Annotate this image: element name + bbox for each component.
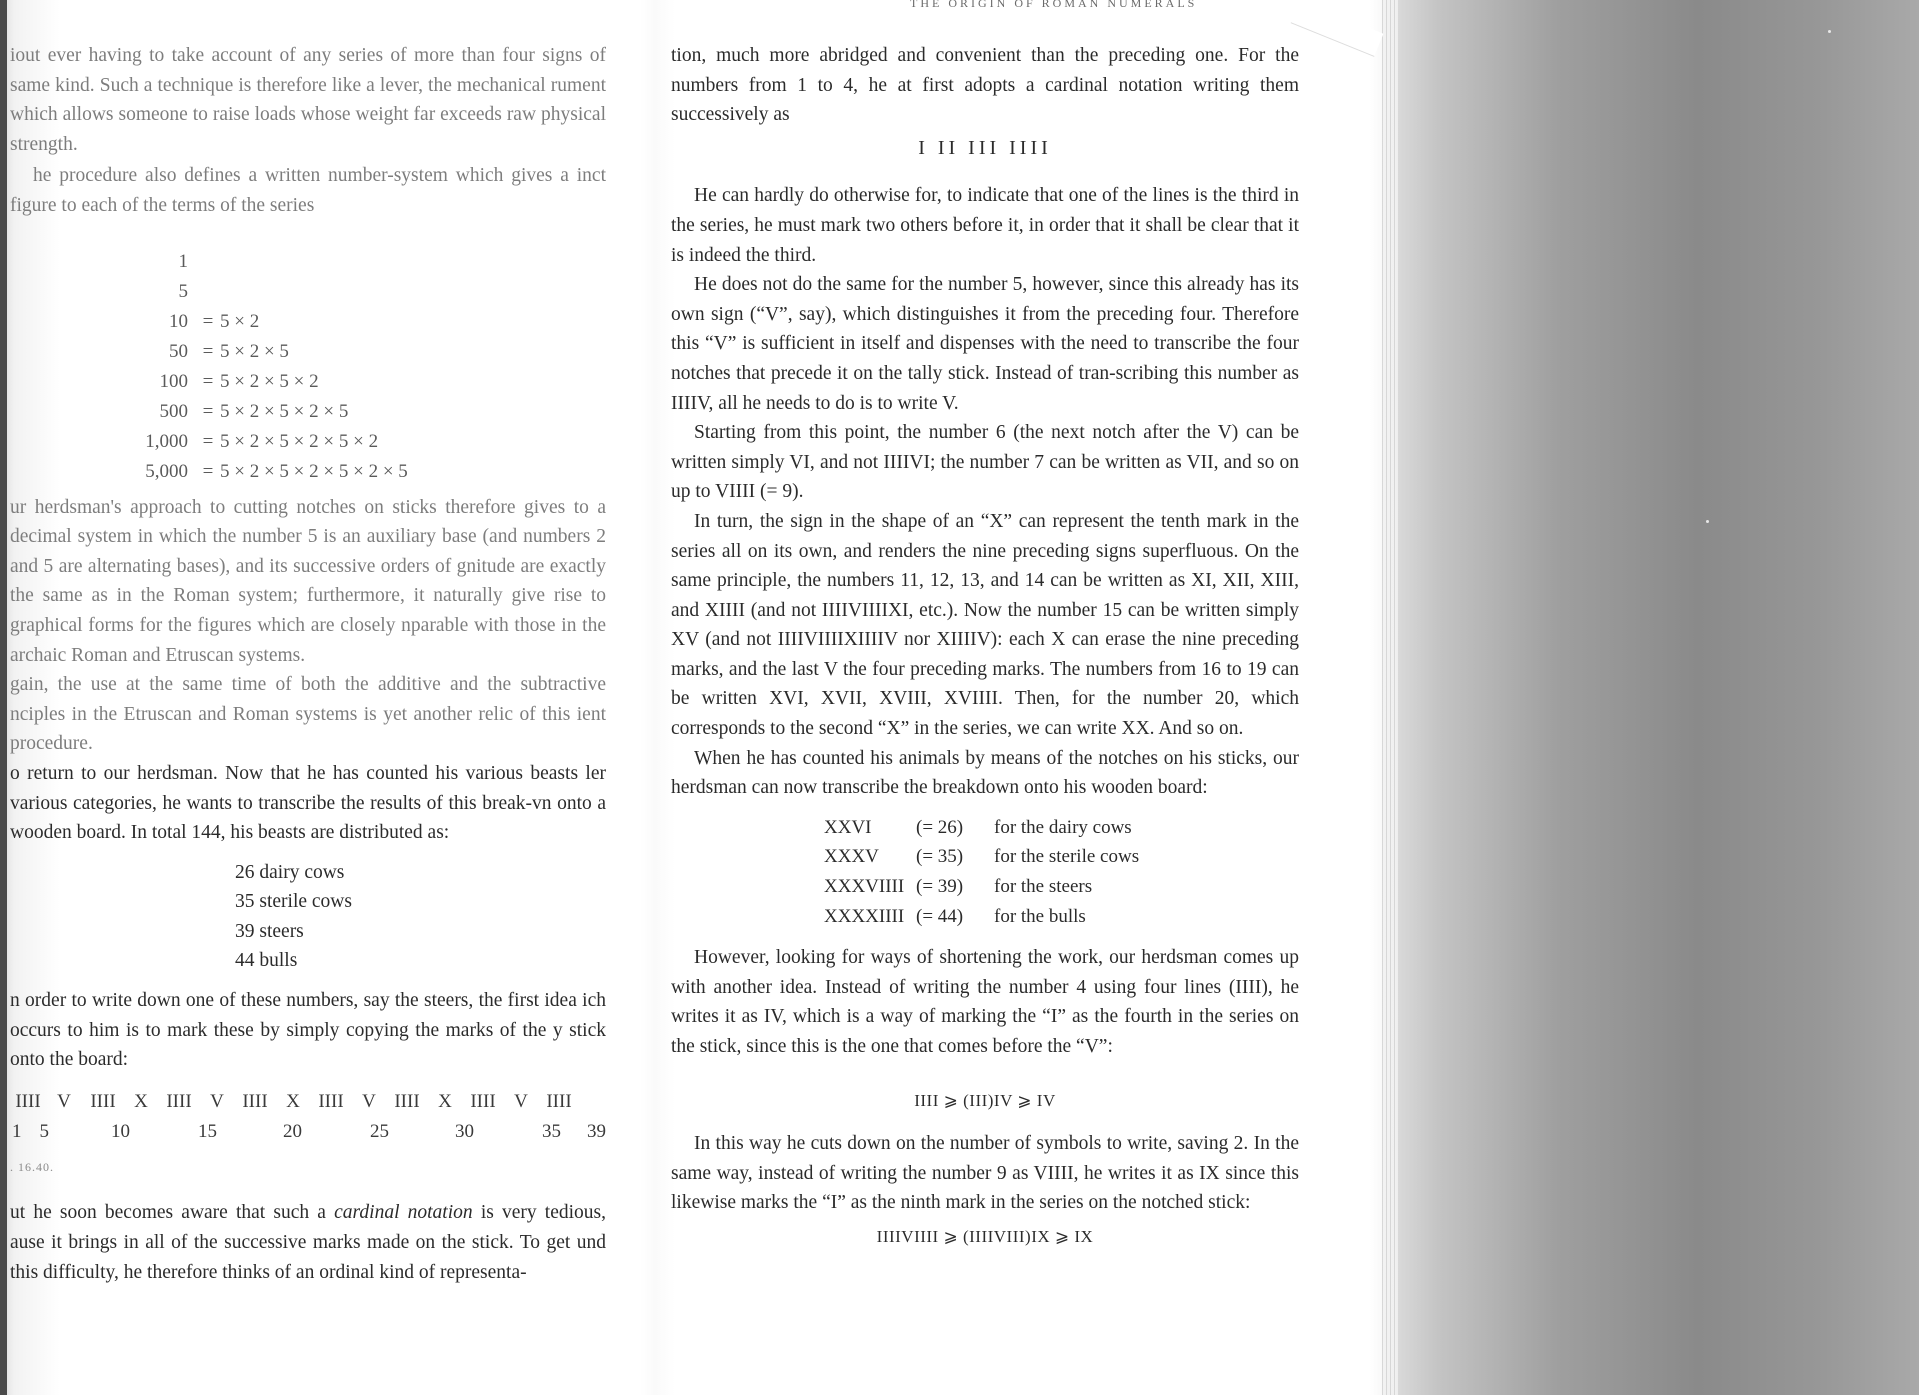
series-number: 100 xyxy=(159,370,188,392)
tally-mark: IIII xyxy=(318,1090,344,1112)
formula-four: IIII ⩾ (III)IV ⩾ IV xyxy=(914,1090,1056,1110)
scanner-shadow xyxy=(1398,0,1919,1395)
series-row xyxy=(10,277,408,307)
tally-number: 10 xyxy=(111,1120,130,1142)
speck xyxy=(1706,520,1709,523)
series-row xyxy=(10,397,408,427)
tally-mark: V xyxy=(57,1090,71,1112)
tally-mark: IIII xyxy=(470,1090,496,1112)
right-paragraph-7: However, looking for ways of shortening the work, our herdsman comes up with another idea. Instead of writing the number 4 using four lines (IIII), he writes it as IV, which is a way of marking the “I” as the fourth in the series on the stick, since this is the one that comes before the “V”: xyxy=(671,947,1299,1057)
series-equals xyxy=(196,277,220,307)
tally-mark: IIII xyxy=(546,1090,572,1112)
binding-edge xyxy=(0,0,7,1395)
left-paragraph-7 xyxy=(10,1198,606,1287)
tally-number: 15 xyxy=(198,1120,217,1142)
formula-nine: IIIIVIIII ⩾ (IIIIVIII)IX ⩾ IX xyxy=(876,1226,1094,1246)
tally-number: 25 xyxy=(370,1120,389,1142)
tally-mark: X xyxy=(286,1090,300,1112)
right-paragraph-1: tion, much more abridged and convenient than the preceding one. For the numbers from 1 to 4, he at first adopts a cardinal notation writing them successively as xyxy=(671,45,1299,126)
series-equals: = xyxy=(202,400,214,422)
series-row xyxy=(10,367,408,397)
right-paragraph-6: When he has counted his animals by means of the notches on his sticks, our herdsman can now transcribe the breakdown onto his wooden board: xyxy=(671,747,1299,799)
left-paragraph-1: iout ever having to take account of any series of more than four signs of same kind. Such a technique is therefore like a lever, the mechanical rument which allows someone to raise loads whose weight far exceeds raw physical strength. xyxy=(10,45,606,155)
formula-cardinal: I II III IIII xyxy=(918,136,1052,159)
board-roman: XXXVIIII xyxy=(824,876,905,898)
series-number: 1,000 xyxy=(145,430,188,452)
speck xyxy=(1828,30,1831,33)
series-equals: = xyxy=(202,430,214,452)
tally-number: 1 xyxy=(12,1120,22,1142)
left-paragraph-3: ur herdsman's approach to cutting notches on sticks therefore gives to a decimal system in which the number 5 is an auxiliary base (and numbers 2 and 5 are alternating bases), and its successive orders of gnitude are exactly the same as in the Roman system; furthermore, it naturally give rise to graphical forms for the figures which are closely nparable with those in the archaic Roman and Etruscan systems. xyxy=(10,496,606,666)
tally-number: 39 xyxy=(587,1120,606,1142)
series-expression: 5 × 2 × 5 × 2 × 5 × 2 xyxy=(220,430,379,452)
right-page xyxy=(671,41,1299,1262)
figure-reference: . 16.40. xyxy=(10,1159,54,1174)
series-expression: 5 × 2 × 5 × 2 xyxy=(220,370,319,392)
board-row xyxy=(824,902,1139,932)
board-roman: XXVI xyxy=(824,816,872,838)
left-paragraph-6: n order to write down one of these numbers, say the steers, the first idea ich occurs to him is to mark these by simply copying the marks of the y stick onto the board: xyxy=(10,990,606,1071)
tally-mark: IIII xyxy=(394,1090,420,1112)
series-expression: 5 × 2 × 5 × 2 × 5 xyxy=(220,400,349,422)
board-value: (= 39) xyxy=(916,876,964,898)
right-paragraph-2: He can hardly do otherwise for, to indicate that one of the lines is the third in the series, he must mark two others before it, in order that it shall be clear that it is indeed the third. xyxy=(671,185,1299,266)
herd-item: 44 bulls xyxy=(235,950,298,972)
right-paragraph-3: He does not do the same for the number 5, however, since this already has its own sign (“V”, say), which distinguishes it from the preceding four. Therefore this “V” is sufficient in itself and dispenses with the need to transcribe the four notches that precede it on the tally stick. Instead of tran-scribing this number as IIIIV, all he needs to do is to write V. xyxy=(671,274,1299,414)
series-number: 10 xyxy=(169,310,188,332)
series-number: 5,000 xyxy=(145,460,188,482)
left-page xyxy=(10,41,606,1287)
tally-mark: V xyxy=(362,1090,376,1112)
tally-mark: IIII xyxy=(15,1090,41,1112)
tally-sequence xyxy=(10,1087,606,1147)
series-row xyxy=(10,307,408,337)
left-paragraph-5: o return to our herdsman. Now that he has counted his various beasts ler various categories, he wants to transcribe the results of this break-vn onto a wooden board. In total 144, his beasts are distributed as: xyxy=(10,762,606,844)
series-number: 500 xyxy=(159,400,188,422)
series-number: 1 xyxy=(178,250,188,272)
tally-mark: X xyxy=(134,1090,148,1112)
board-row xyxy=(824,872,1139,902)
p7-end: is very tedious, ause it brings in all of the successive marks made on the stick. To get und this difficulty, he therefore thinks of an ordinal kind of representa- xyxy=(10,1202,607,1283)
series-equals xyxy=(196,247,220,277)
herd-list xyxy=(235,858,606,976)
herd-item: 35 sterile cows xyxy=(235,891,352,913)
board-label: for the sterile cows xyxy=(994,846,1140,868)
board-row xyxy=(824,813,1139,843)
series-expression xyxy=(220,277,408,307)
series-expression: 5 × 2 × 5 × 2 × 5 × 2 × 5 xyxy=(220,460,408,482)
tally-number: 20 xyxy=(283,1120,302,1142)
tally-number: 35 xyxy=(542,1120,561,1142)
tally-mark: IIII xyxy=(90,1090,116,1112)
series-row xyxy=(10,337,408,367)
board-value: (= 26) xyxy=(916,816,964,838)
tally-mark: V xyxy=(210,1090,224,1112)
tally-number: 30 xyxy=(455,1120,474,1142)
tally-number: 5 xyxy=(39,1120,49,1142)
series-row xyxy=(10,427,408,457)
series-expression xyxy=(220,247,408,277)
tally-numbers-row xyxy=(10,1117,606,1147)
tally-mark: IIII xyxy=(166,1090,192,1112)
board-value: (= 35) xyxy=(916,846,964,868)
tally-mark: V xyxy=(514,1090,528,1112)
left-paragraph-2: he procedure also defines a written number-system which gives a inct figure to each of the terms of the series xyxy=(10,165,606,216)
board-table xyxy=(824,813,1139,931)
series-equals: = xyxy=(202,310,214,332)
board-label: for the steers xyxy=(994,876,1093,898)
series-equals: = xyxy=(202,370,214,392)
p7-emphasis: cardinal notation xyxy=(334,1202,473,1224)
board-row xyxy=(824,842,1139,872)
running-head: THE ORIGIN OF ROMAN NUMERALS xyxy=(910,0,1198,10)
right-paragraph-4: Starting from this point, the number 6 (the next notch after the V) can be written simply VI, and not IIIIVI; the number 7 can be written as VII, and so on up to VIIII (= 9). xyxy=(671,422,1299,503)
series-equals: = xyxy=(202,460,214,482)
series-number: 50 xyxy=(169,340,188,362)
right-paragraph-5: In turn, the sign in the shape of an “X” can represent the tenth mark in the series all on its own, and renders the nine preceding signs superfluous. On the same principle, the numbers 11, 12, 13, and 14 can be written as XI, XII, XIII, and XIIII (and not IIIIVIIIIXI, etc.). Now the number 15 can be written simply XV (and not IIIIVIIIIXIIIIV nor XIIIIV): each X can erase the nine preceding marks, and the last V the four preceding marks. The numbers from 16 to 19 can be written XVI, XVII, XVIII, XVIIII. Then, for the number 20, which corresponds to the second “X” in the series, we can write XX. And so on. xyxy=(671,510,1299,740)
series-equals: = xyxy=(202,340,214,362)
p7-start: ut he soon becomes aware that such a xyxy=(10,1202,335,1224)
board-roman: XXXV xyxy=(824,846,879,868)
series-table xyxy=(10,247,408,487)
tally-marks-row xyxy=(10,1087,606,1117)
left-paragraph-4: gain, the use at the same time of both the additive and the subtractive nciples in the Etruscan and Roman systems is yet another relic of this ient procedure. xyxy=(10,674,606,755)
board-roman: XXXXIIII xyxy=(824,905,905,927)
board-label: for the bulls xyxy=(994,905,1086,927)
right-paragraph-8: In this way he cuts down on the number of symbols to write, saving 2. In the same way, instead of writing the number 9 as VIIII, he writes it as IX since this likewise marks the “I” as the ninth mark in the series on the notched stick: xyxy=(671,1133,1299,1214)
series-expression: 5 × 2 × 5 xyxy=(220,340,289,362)
series-expression: 5 × 2 xyxy=(220,310,260,332)
series-row xyxy=(10,247,408,277)
tally-mark: IIII xyxy=(242,1090,268,1112)
series-row xyxy=(10,457,408,487)
board-value: (= 44) xyxy=(916,905,964,927)
board-label: for the dairy cows xyxy=(994,816,1132,838)
herd-item: 26 dairy cows xyxy=(235,861,345,883)
tally-mark: X xyxy=(438,1090,452,1112)
herd-item: 39 steers xyxy=(235,920,304,942)
series-number: 5 xyxy=(178,280,188,302)
